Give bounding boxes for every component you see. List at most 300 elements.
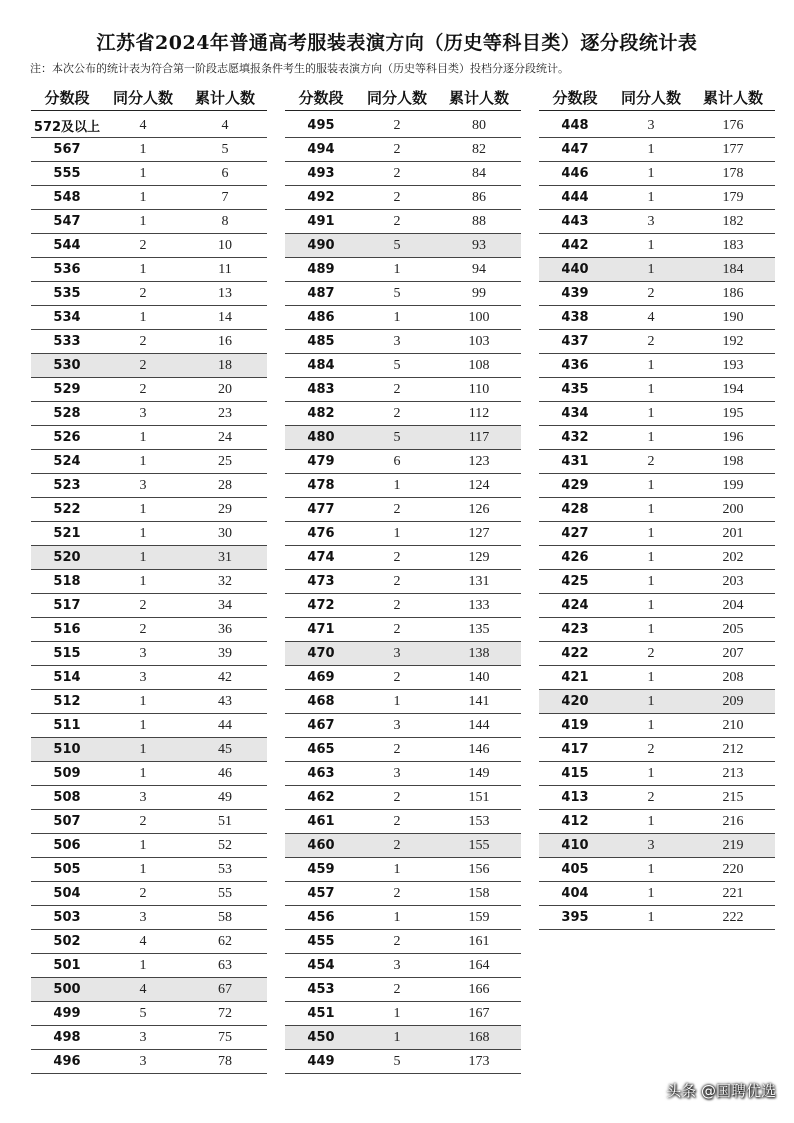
table-row	[31, 402, 267, 426]
table-row	[31, 594, 267, 618]
cumulative-cell: 32	[218, 573, 232, 589]
table-row	[285, 282, 521, 306]
cumulative-cell: 177	[722, 141, 744, 157]
score-cell: 463	[307, 766, 335, 781]
cumulative-cell: 190	[722, 309, 744, 325]
cumulative-cell: 201	[722, 525, 744, 541]
same-count-cell: 3	[647, 117, 655, 133]
cumulative-cell: 75	[218, 1029, 232, 1045]
score-cell: 459	[307, 862, 335, 877]
same-count-cell: 2	[647, 285, 655, 301]
same-count-cell: 1	[139, 741, 147, 757]
cumulative-cell: 5	[221, 141, 229, 157]
column-header	[285, 84, 521, 111]
same-count-cell: 1	[647, 597, 655, 613]
score-cell: 572及以上	[33, 120, 101, 135]
same-count-cell: 2	[139, 237, 147, 253]
score-cell: 533	[53, 334, 81, 349]
score-cell: 474	[307, 550, 335, 565]
cumulative-cell: 135	[468, 621, 490, 637]
table-row	[31, 786, 267, 810]
score-cell: 523	[53, 478, 81, 493]
same-count-cell: 2	[393, 573, 401, 589]
score-cell: 489	[307, 262, 335, 277]
cumulative-cell: 84	[472, 165, 486, 181]
same-count-cell: 1	[139, 429, 147, 445]
table-row	[539, 402, 775, 426]
table-row	[31, 354, 267, 378]
table-row	[285, 930, 521, 954]
cumulative-cell: 159	[468, 909, 490, 925]
same-count-cell: 2	[647, 645, 655, 661]
cumulative-cell: 108	[468, 357, 490, 373]
cumulative-cell: 182	[722, 213, 744, 229]
cumulative-cell: 141	[468, 693, 490, 709]
table-column-2	[285, 84, 521, 1074]
cumulative-cell: 14	[218, 309, 232, 325]
cumulative-cell: 129	[468, 549, 490, 565]
cumulative-cell: 6	[221, 165, 229, 181]
cumulative-cell: 78	[218, 1053, 232, 1069]
score-cell: 438	[561, 310, 589, 325]
cumulative-cell: 153	[468, 813, 490, 829]
same-count-cell: 1	[647, 573, 655, 589]
table-row	[285, 882, 521, 906]
same-count-cell: 5	[393, 285, 401, 301]
score-cell: 509	[53, 766, 81, 781]
same-count-cell: 3	[139, 645, 147, 661]
table-row	[31, 258, 267, 282]
same-count-cell: 2	[393, 213, 401, 229]
table-row	[285, 210, 521, 234]
same-count-cell: 1	[647, 621, 655, 637]
table-row	[539, 858, 775, 882]
table-row	[31, 1050, 267, 1074]
table-row	[285, 786, 521, 810]
score-cell: 468	[307, 694, 335, 709]
header-cumulative: 累计人数	[448, 88, 509, 107]
score-cell: 437	[561, 334, 589, 349]
cumulative-cell: 127	[468, 525, 490, 541]
score-cell: 496	[53, 1054, 81, 1069]
cumulative-cell: 156	[468, 861, 490, 877]
score-cell: 443	[561, 214, 589, 229]
watermark: 头条 @国聘优选	[666, 1082, 776, 1100]
table-row	[31, 762, 267, 786]
score-cell: 395	[561, 910, 589, 925]
cumulative-cell: 194	[722, 381, 744, 397]
table-row	[285, 546, 521, 570]
cumulative-cell: 62	[218, 933, 232, 949]
same-count-cell: 4	[139, 981, 147, 997]
score-cell: 511	[53, 718, 81, 733]
cumulative-cell: 18	[218, 357, 232, 373]
cumulative-cell: 13	[218, 285, 232, 301]
same-count-cell: 2	[647, 333, 655, 349]
same-count-cell: 1	[647, 405, 655, 421]
cumulative-cell: 29	[218, 501, 232, 517]
cumulative-cell: 167	[468, 1005, 490, 1021]
same-count-cell: 1	[139, 261, 147, 277]
same-count-cell: 1	[139, 765, 147, 781]
score-cell: 484	[307, 358, 335, 373]
score-cell: 405	[561, 862, 589, 877]
same-count-cell: 2	[393, 789, 401, 805]
table-row	[539, 642, 775, 666]
table-row	[285, 594, 521, 618]
score-cell: 449	[307, 1054, 335, 1069]
same-count-cell: 2	[647, 741, 655, 757]
score-cell: 427	[561, 526, 589, 541]
table-row	[31, 546, 267, 570]
cumulative-cell: 176	[722, 117, 744, 133]
score-cell: 501	[53, 958, 81, 973]
table-row	[285, 402, 521, 426]
table-row	[539, 210, 775, 234]
cumulative-cell: 216	[722, 813, 744, 829]
cumulative-cell: 220	[722, 861, 744, 877]
score-cell: 421	[561, 670, 589, 685]
table-row	[539, 162, 775, 186]
cumulative-cell: 100	[468, 309, 490, 325]
same-count-cell: 3	[139, 405, 147, 421]
same-count-cell: 2	[393, 669, 401, 685]
same-count-cell: 2	[393, 189, 401, 205]
same-count-cell: 1	[647, 549, 655, 565]
cumulative-cell: 112	[468, 405, 490, 421]
table-body	[285, 114, 521, 1074]
table-row	[285, 642, 521, 666]
same-count-cell: 1	[393, 861, 401, 877]
score-cell: 567	[53, 142, 81, 157]
table-row	[285, 714, 521, 738]
same-count-cell: 1	[393, 525, 401, 541]
same-count-cell: 1	[647, 525, 655, 541]
table-row	[285, 666, 521, 690]
cumulative-cell: 52	[218, 837, 232, 853]
table-row	[539, 186, 775, 210]
table-row	[285, 450, 521, 474]
score-cell: 508	[53, 790, 81, 805]
cumulative-cell: 126	[468, 501, 490, 517]
score-cell: 455	[307, 934, 335, 949]
score-cell: 544	[53, 238, 81, 253]
score-cell: 476	[307, 526, 335, 541]
score-cell: 471	[307, 622, 335, 637]
same-count-cell: 1	[393, 1005, 401, 1021]
table-body	[539, 114, 775, 930]
cumulative-cell: 138	[468, 645, 490, 661]
same-count-cell: 2	[139, 285, 147, 301]
column-header	[31, 84, 267, 111]
same-count-cell: 1	[393, 309, 401, 325]
table-row	[539, 330, 775, 354]
score-cell: 472	[307, 598, 335, 613]
table-row	[285, 738, 521, 762]
score-cell: 492	[307, 190, 335, 205]
table-row	[539, 594, 775, 618]
table-row	[539, 426, 775, 450]
score-cell: 461	[307, 814, 335, 829]
same-count-cell: 2	[393, 837, 401, 853]
table-row	[539, 450, 775, 474]
score-cell: 453	[307, 982, 335, 997]
table-row	[31, 858, 267, 882]
score-cell: 439	[561, 286, 589, 301]
score-cell: 528	[53, 406, 81, 421]
same-count-cell: 2	[139, 813, 147, 829]
cumulative-cell: 28	[218, 477, 232, 493]
cumulative-cell: 215	[722, 789, 744, 805]
score-cell: 500	[53, 982, 81, 997]
table-row	[31, 378, 267, 402]
score-cell: 419	[561, 718, 589, 733]
score-cell: 502	[53, 934, 81, 949]
score-cell: 535	[53, 286, 81, 301]
score-cell: 522	[53, 502, 81, 517]
score-cell: 462	[307, 790, 335, 805]
same-count-cell: 1	[647, 669, 655, 685]
table-row	[31, 906, 267, 930]
table-row	[285, 978, 521, 1002]
same-count-cell: 1	[139, 501, 147, 517]
table-row	[285, 498, 521, 522]
table-row	[31, 954, 267, 978]
score-cell: 412	[561, 814, 589, 829]
score-cell: 499	[53, 1006, 81, 1021]
same-count-cell: 2	[139, 621, 147, 637]
same-count-cell: 1	[393, 909, 401, 925]
cumulative-cell: 80	[472, 117, 486, 133]
cumulative-cell: 20	[218, 381, 232, 397]
same-count-cell: 2	[139, 357, 147, 373]
cumulative-cell: 94	[472, 261, 486, 277]
cumulative-cell: 8	[221, 213, 229, 229]
score-cell: 515	[53, 646, 81, 661]
same-count-cell: 5	[139, 1005, 147, 1021]
cumulative-cell: 195	[722, 405, 744, 421]
table-row	[285, 834, 521, 858]
table-row	[539, 378, 775, 402]
cumulative-cell: 179	[722, 189, 744, 205]
same-count-cell: 3	[393, 717, 401, 733]
table-column-1	[31, 84, 267, 1074]
cumulative-cell: 25	[218, 453, 232, 469]
table-column-3	[539, 84, 775, 930]
same-count-cell: 1	[139, 693, 147, 709]
table-row	[285, 474, 521, 498]
same-count-cell: 2	[393, 885, 401, 901]
table-row	[285, 114, 521, 138]
table-row	[539, 666, 775, 690]
cumulative-cell: 184	[722, 261, 744, 277]
cumulative-cell: 204	[722, 597, 744, 613]
table-row	[285, 570, 521, 594]
table-row	[285, 354, 521, 378]
same-count-cell: 3	[393, 645, 401, 661]
cumulative-cell: 144	[468, 717, 490, 733]
cumulative-cell: 36	[218, 621, 232, 637]
table-row	[539, 810, 775, 834]
score-cell: 420	[561, 694, 589, 709]
score-cell: 478	[307, 478, 335, 493]
table-row	[31, 930, 267, 954]
score-cell: 485	[307, 334, 335, 349]
cumulative-cell: 208	[722, 669, 744, 685]
score-cell: 473	[307, 574, 335, 589]
same-count-cell: 1	[393, 477, 401, 493]
cumulative-cell: 88	[472, 213, 486, 229]
table-row	[31, 234, 267, 258]
cumulative-cell: 203	[722, 573, 744, 589]
cumulative-cell: 44	[218, 717, 232, 733]
same-count-cell: 2	[393, 165, 401, 181]
table-row	[539, 306, 775, 330]
same-count-cell: 1	[647, 909, 655, 925]
table-body	[31, 114, 267, 1074]
header-cumulative: 累计人数	[702, 88, 763, 107]
table-row	[31, 738, 267, 762]
score-cell: 431	[561, 454, 589, 469]
header-cumulative: 累计人数	[194, 88, 255, 107]
table-row	[31, 138, 267, 162]
table-row	[285, 1026, 521, 1050]
table-row	[539, 690, 775, 714]
same-count-cell: 1	[139, 837, 147, 853]
table-row	[285, 762, 521, 786]
same-count-cell: 2	[139, 597, 147, 613]
score-cell: 451	[307, 1006, 335, 1021]
cumulative-cell: 10	[218, 237, 232, 253]
same-count-cell: 1	[139, 213, 147, 229]
same-count-cell: 5	[393, 1053, 401, 1069]
cumulative-cell: 63	[218, 957, 232, 973]
table-row	[285, 618, 521, 642]
table-row	[31, 642, 267, 666]
score-cell: 456	[307, 910, 335, 925]
table-row	[285, 330, 521, 354]
table-row	[539, 714, 775, 738]
header-same-count: 同分人数	[620, 88, 681, 107]
score-cell: 517	[53, 598, 81, 613]
table-row	[285, 1050, 521, 1074]
table-row	[539, 834, 775, 858]
same-count-cell: 1	[139, 861, 147, 877]
table-row	[539, 498, 775, 522]
table-row	[31, 1002, 267, 1026]
cumulative-cell: 140	[468, 669, 490, 685]
same-count-cell: 1	[139, 525, 147, 541]
table-row	[539, 258, 775, 282]
cumulative-cell: 212	[722, 741, 744, 757]
score-cell: 442	[561, 238, 589, 253]
score-cell: 477	[307, 502, 335, 517]
score-cell: 467	[307, 718, 335, 733]
same-count-cell: 1	[393, 693, 401, 709]
same-count-cell: 1	[647, 885, 655, 901]
cumulative-cell: 31	[218, 549, 232, 565]
table-row	[31, 714, 267, 738]
table-row	[31, 810, 267, 834]
cumulative-cell: 11	[218, 261, 232, 277]
same-count-cell: 2	[139, 333, 147, 349]
score-cell: 547	[53, 214, 81, 229]
cumulative-cell: 161	[468, 933, 490, 949]
score-cell: 498	[53, 1030, 81, 1045]
same-count-cell: 1	[139, 549, 147, 565]
table-row	[285, 810, 521, 834]
same-count-cell: 1	[647, 165, 655, 181]
same-count-cell: 2	[393, 597, 401, 613]
score-cell: 469	[307, 670, 335, 685]
cumulative-cell: 110	[468, 381, 490, 397]
score-cell: 505	[53, 862, 81, 877]
cumulative-cell: 99	[472, 285, 486, 301]
score-cell: 521	[53, 526, 81, 541]
cumulative-cell: 202	[722, 549, 744, 565]
page-title: 江苏省2024年普通高考服装表演方向（历史等科目类）逐分段统计表	[96, 32, 698, 54]
same-count-cell: 4	[139, 117, 147, 133]
cumulative-cell: 16	[218, 333, 232, 349]
table-row	[31, 666, 267, 690]
cumulative-cell: 210	[722, 717, 744, 733]
table-row	[285, 858, 521, 882]
score-cell: 512	[53, 694, 81, 709]
same-count-cell: 3	[139, 909, 147, 925]
same-count-cell: 1	[139, 957, 147, 973]
table-row	[31, 618, 267, 642]
cumulative-cell: 67	[218, 981, 232, 997]
same-count-cell: 2	[393, 741, 401, 757]
score-cell: 425	[561, 574, 589, 589]
same-count-cell: 1	[139, 453, 147, 469]
same-count-cell: 3	[139, 477, 147, 493]
same-count-cell: 1	[647, 501, 655, 517]
same-count-cell: 1	[139, 717, 147, 733]
table-row	[539, 570, 775, 594]
score-cell: 446	[561, 166, 589, 181]
table-row	[539, 114, 775, 138]
same-count-cell: 1	[139, 141, 147, 157]
table-row	[31, 186, 267, 210]
score-cell: 530	[53, 358, 81, 373]
header-score: 分数段	[44, 88, 90, 107]
same-count-cell: 1	[139, 309, 147, 325]
cumulative-cell: 53	[218, 861, 232, 877]
cumulative-cell: 183	[722, 237, 744, 253]
same-count-cell: 4	[139, 933, 147, 949]
table-row	[539, 906, 775, 930]
cumulative-cell: 173	[468, 1053, 490, 1069]
same-count-cell: 6	[393, 453, 401, 469]
score-cell: 428	[561, 502, 589, 517]
same-count-cell: 3	[139, 669, 147, 685]
cumulative-cell: 46	[218, 765, 232, 781]
cumulative-cell: 186	[722, 285, 744, 301]
cumulative-cell: 82	[472, 141, 486, 157]
same-count-cell: 1	[647, 237, 655, 253]
table-row	[31, 306, 267, 330]
cumulative-cell: 213	[722, 765, 744, 781]
cumulative-cell: 196	[722, 429, 744, 445]
score-cell: 429	[561, 478, 589, 493]
cumulative-cell: 131	[468, 573, 490, 589]
same-count-cell: 2	[393, 981, 401, 997]
same-count-cell: 2	[647, 453, 655, 469]
score-cell: 507	[53, 814, 81, 829]
table-row	[539, 786, 775, 810]
table-row	[285, 954, 521, 978]
